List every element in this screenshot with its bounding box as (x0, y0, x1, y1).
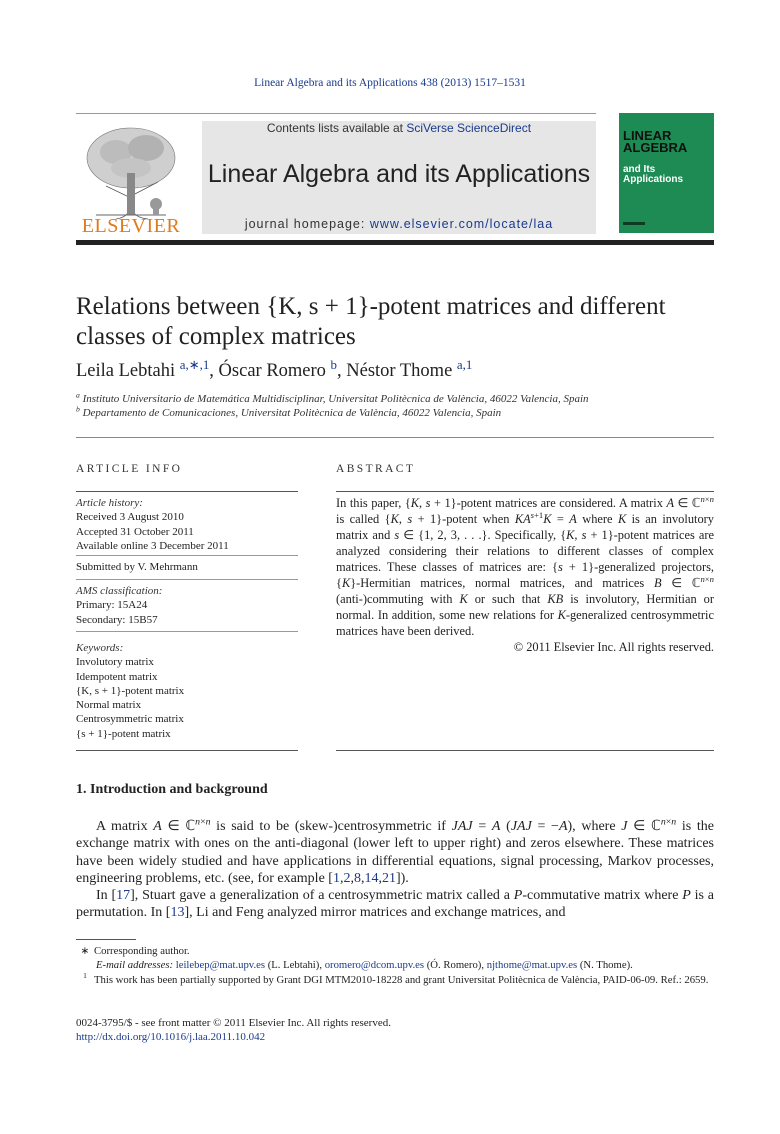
citation-link[interactable]: 13 (170, 905, 185, 921)
affiliation-b (76, 404, 502, 419)
citation-link[interactable]: 21 (381, 870, 396, 886)
keyword-item: {s + 1}-potent matrix (76, 727, 171, 740)
footnote-star: ∗ (80, 945, 90, 957)
info-rule-3 (76, 631, 298, 632)
email-label: E-mail addresses: (96, 959, 174, 971)
title-line-2: classes of complex matrices (76, 323, 356, 350)
keyword-item: Idempotent matrix (76, 670, 158, 683)
keyword-item: Centrosymmetric matrix (76, 713, 184, 726)
affiliation-a (76, 390, 589, 405)
author-list: Leila Lebtahi $^{a,∗,1}$, Óscar Romero $^b$, Néstor Thome $^{a,1}$ (76, 356, 473, 381)
title-line-1: Relations between {K, s + 1}-potent matrices and different (76, 293, 666, 320)
citation-link[interactable]: 14 (364, 870, 379, 886)
ams-primary: Primary: 15A24 (76, 599, 148, 612)
footnote-emails (96, 958, 714, 973)
paper-title (76, 292, 716, 352)
citation-link[interactable]: 8 (353, 870, 361, 886)
funding-text: This work has been partially supported by Grant DGI MTM2010-18228 and grant Universitat Politècnica de València, PAID-06-09. Ref.: 2659. (94, 974, 709, 986)
elsevier-wordmark: ELSEVIER (81, 215, 181, 237)
abstract-heading: ABSTRACT (336, 463, 416, 475)
received-date: Received 3 August 2010 (76, 511, 184, 524)
affiliation-b-text: Departamento de Comunicaciones, Universitat Politècnica de València, 46022 Valencia, Spain (82, 407, 502, 419)
abstract-rule (336, 491, 714, 492)
ams-classification (76, 584, 298, 627)
article-info-bottom-rule (76, 750, 298, 751)
journal-name: Linear Algebra and its Applications (207, 160, 591, 188)
corresponding-author: Corresponding author. (94, 945, 190, 957)
affiliation-b-mark: b (76, 404, 80, 414)
intro-paragraph-2: In [17], Stuart gave a generalization of a centrosymmetric matrix called a P-commutative matrix where P is a permutation. In [13], Li and Feng analyzed mirror matrices and exchange matrices, and (76, 888, 714, 921)
keyword-item: Normal matrix (76, 699, 142, 712)
citation-link[interactable]: 17 (116, 888, 131, 903)
ams-secondary: Secondary: 15B57 (76, 613, 158, 626)
cover-title: LINEAR ALGEBRA (623, 128, 688, 155)
elsevier-logo (76, 118, 186, 236)
citation-link[interactable]: 2 (343, 870, 351, 886)
sciencedirect-link[interactable]: SciVerse ScienceDirect (406, 121, 532, 135)
cover-strip (623, 222, 645, 225)
author-2: Óscar Romero (218, 361, 326, 381)
author-3-affiliation[interactable]: a,1 (456, 356, 473, 372)
online-date: Available online 3 December 2011 (76, 539, 229, 552)
doi-link[interactable]: http://dx.doi.org/10.1016/j.laa.2011.10.042 (76, 1031, 266, 1043)
email-link-2[interactable]: oromero@dcom.upv.es (324, 959, 425, 971)
email-name-3: (N. Thome). (579, 959, 633, 971)
email-link-1[interactable]: leilebep@mat.upv.es (175, 959, 266, 971)
contents-prefix: Contents lists available at (266, 121, 403, 135)
author-1: Leila Lebtahi (76, 361, 176, 381)
intro-paragraph-1: A matrix A ∈ ℂ$^{n\times n}$ is said to be (skew-)centrosymmetric if JAJ = A (JAJ = −A), where J ∈ ℂ$^{n\times n}$ is the exchange matrix with ones on the anti-diagonal (lower left to upper right) and zeros elsewhere. These matrices have been widely studied and have applications in differential equations, signal processing, Markov processes, engineering problems, etc. (see, for example [1,2,8,14,21]). (76, 816, 714, 886)
citation-link[interactable]: 1 (332, 870, 340, 886)
affiliation-a-text: Instituto Universitario de Matemática Multidisciplinar, Universitat Politècnica de València, 46022 Valencia, Spain (82, 393, 589, 405)
email-name-2: (Ó. Romero), (426, 959, 485, 971)
footnote-corresponding (76, 944, 714, 959)
homepage-link[interactable]: www.elsevier.com/locate/laa (369, 217, 554, 231)
article-info-rule (76, 491, 298, 492)
footnote-funding: $^1$ This work has been partially supported by Grant DGI MTM2010-18228 and grant Universitat Politècnica de València, PAID-06-09. Ref.: 2659. (83, 971, 709, 986)
abstract-body: In this paper, {K, s + 1}-potent matrices are considered. A matrix A ∈ ℂ$^{n\times n}$ is called {K, s + 1}-potent when $KA^{s+1}K = A$ where K is an involutory matrix and s ∈ {1, 2, 3, . . .}. Specifically, {K, s + 1}-potent matrices are analyzed considering their relations to different classes of complex matrices. These classes of matrices are: {s + 1}-generalized projectors, {K}-Hermitian matrices, normal matrices, and matrices B ∈ ℂ$^{n\times n}$ (anti-)commuting with K or such that KB is involutory, Hermitian or normal. In addition, some new relations for K-generalized centrosymmetric matrices have been derived. © 2011 Elsevier Inc. All rights reserved. (336, 493, 714, 654)
accepted-date: Accepted 31 October 2011 (76, 525, 194, 538)
author-3: Néstor Thome (346, 361, 453, 381)
author-1-affiliation[interactable]: a,∗,1 (179, 356, 210, 372)
keywords (76, 641, 298, 741)
ams-label: AMS classification: (76, 585, 163, 597)
journal-reference[interactable]: Linear Algebra and its Applications 438 (2013) 1517–1531 (254, 77, 526, 89)
submitted-by: Submitted by V. Mehrmann (76, 561, 198, 573)
history-label: Article history: (76, 497, 143, 509)
keyword-item: Involutory matrix (76, 656, 154, 669)
email-name-1: (L. Lebtahi), (267, 959, 323, 971)
keyword-item: {K, s + 1}-potent matrix (76, 684, 185, 697)
article-history (76, 496, 298, 553)
journal-homepage-line (202, 217, 596, 231)
abstract-bottom-rule (336, 750, 714, 751)
abstract-copyright: © 2011 Elsevier Inc. All rights reserved. (513, 640, 714, 654)
cover-subtitle: and Its Applications (623, 164, 684, 185)
contents-line (202, 121, 596, 135)
info-rule-1 (76, 555, 298, 556)
author-2-affiliation[interactable]: b (330, 356, 338, 372)
homepage-label: journal homepage: (244, 217, 366, 231)
email-link-3[interactable]: njthome@mat.upv.es (486, 959, 578, 971)
section-heading-introduction: 1. Introduction and background (76, 782, 268, 797)
footnote-rule (76, 939, 136, 940)
article-info-heading: ARTICLE INFO (76, 463, 183, 475)
affiliation-rule (76, 437, 714, 438)
info-rule-2 (76, 579, 298, 580)
keywords-label: Keywords: (76, 642, 124, 654)
journal-cover-image[interactable] (619, 113, 714, 233)
header-top-rule (76, 113, 596, 114)
affiliation-a-mark: a (76, 390, 80, 400)
header-thick-rule (76, 240, 714, 245)
front-matter: 0024-3795/$ - see front matter © 2011 Elsevier Inc. All rights reserved. (76, 1017, 391, 1029)
